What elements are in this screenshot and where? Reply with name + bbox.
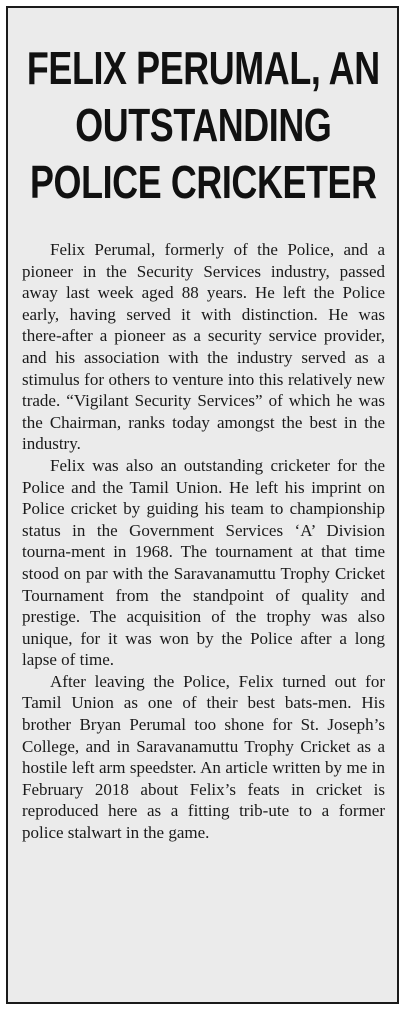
- article-body: [22, 239, 385, 844]
- article-paragraph-2: Felix was also an outstanding cricketer for the Police and the Tamil Union. He left his imprint on Police cricket by guiding his team to championship status in the Government Services ‘A’ Division tourna-ment in 1968. The tournament at that time stood on par with the Saravanamuttu Trophy Cricket Tournament from the standpoint of quality and prestige. The acquisition of the trophy was also unique, for it was won by the Police after a long lapse of time.: [22, 455, 385, 670]
- article-paragraph-1: Felix Perumal, formerly of the Police, and a pioneer in the Security Services industry, passed away last week aged 88 years. He left the Police early, having served it with distinction. He was there-after a pioneer as a security service provider, and his association with the industry served as a stimulus for others to venture into this relatively new trade. “Vigilant Security Services” of which he was the Chairman, ranks today amongst the best in the industry.: [22, 240, 385, 454]
- newspaper-clipping: [6, 6, 399, 1004]
- article-headline: FELIX PERUMAL, AN OUTSTANDING POLICE CRICKETER: [27, 42, 380, 208]
- article-paragraph-3: After leaving the Police, Felix turned out for Tamil Union as one of their best bats-men. His brother Bryan Perumal too shone for St. Joseph’s College, and in Saravanamuttu Trophy Cricket as a hostile left arm speedster. An article written by me in February 2018 about Felix’s feats in cricket is reproduced here as a fitting trib-ute to a former police stalwart in the game.: [22, 671, 385, 843]
